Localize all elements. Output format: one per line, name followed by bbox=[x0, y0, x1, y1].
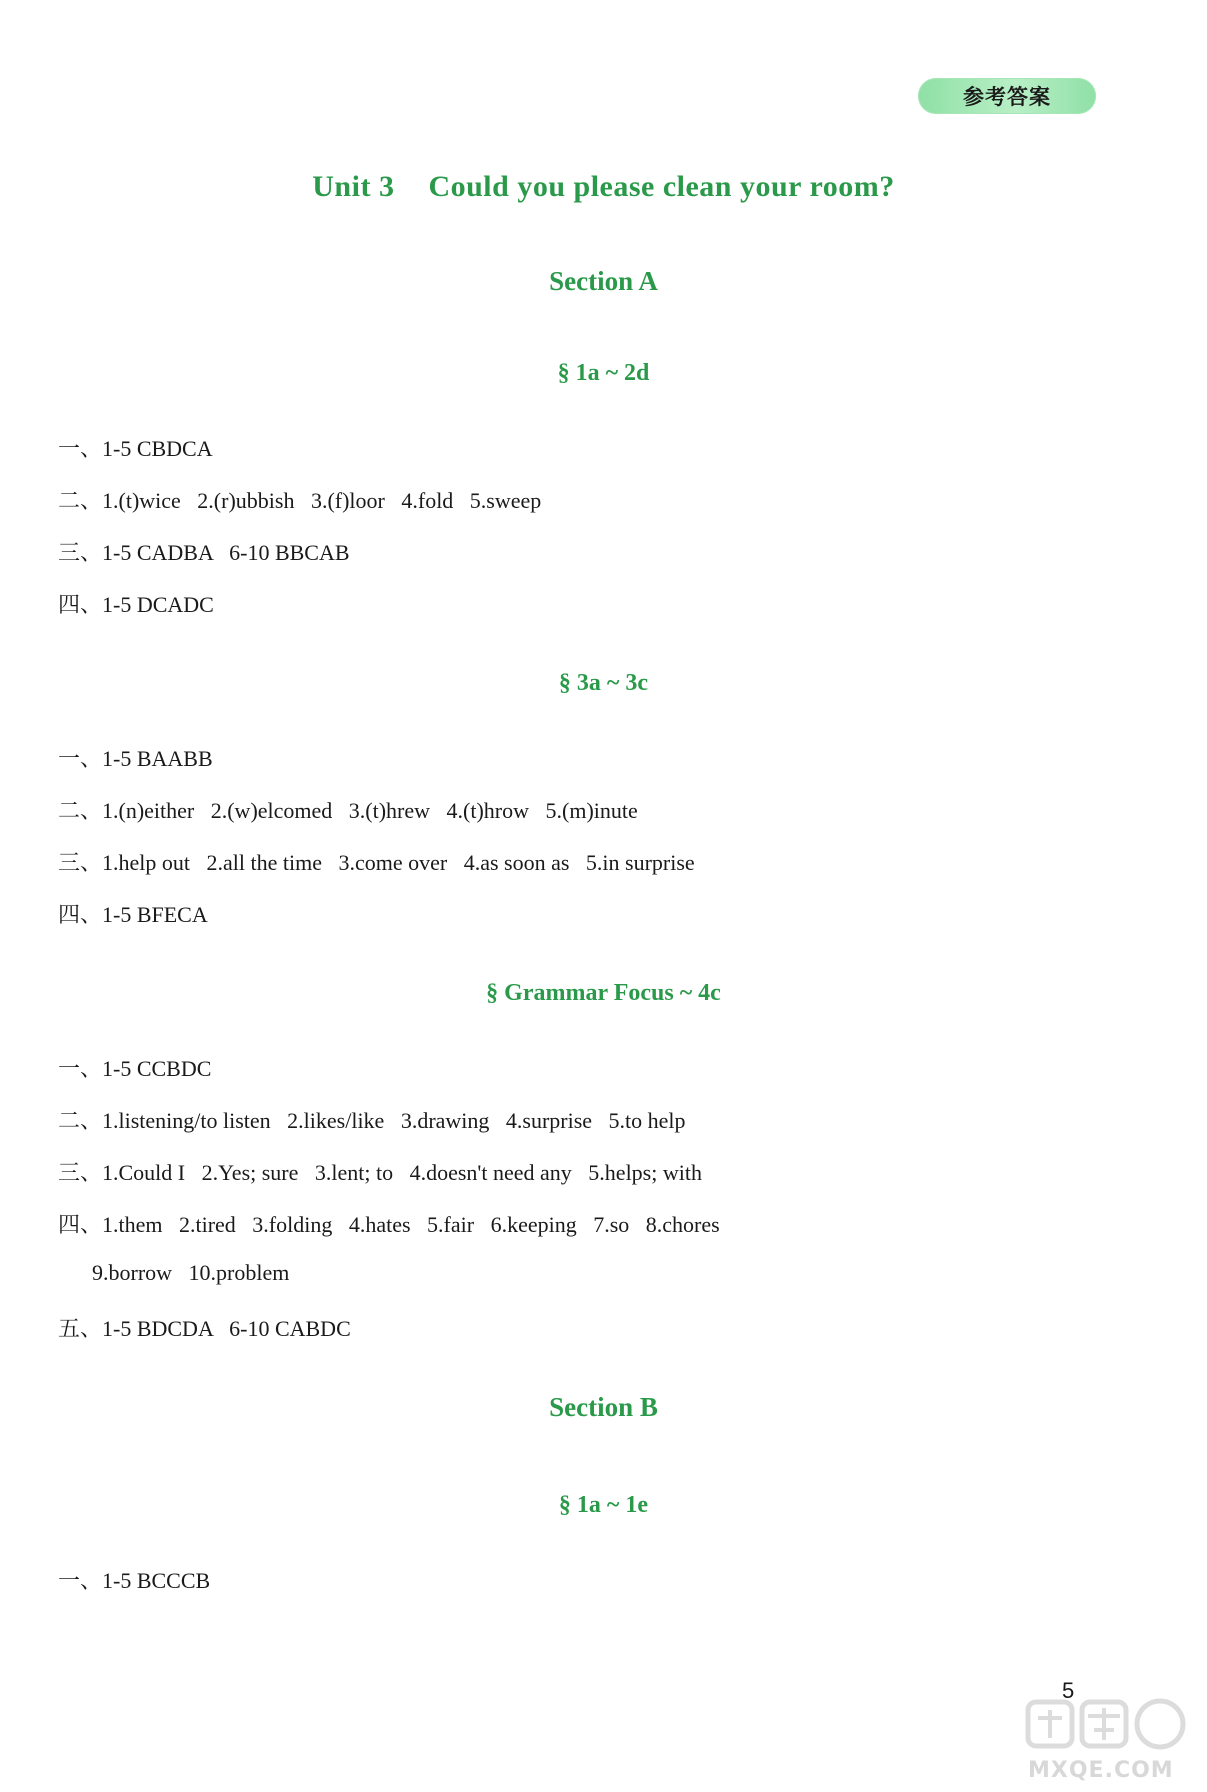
subsection-1a-1e: § 1a ~ 1e bbox=[558, 1492, 649, 1518]
subsection-3a-3c: § 3a ~ 3c bbox=[558, 670, 649, 696]
section-a-title: Section A bbox=[549, 266, 658, 296]
answer-key-badge: 参考答案 bbox=[918, 78, 1096, 114]
answer-line: 一、1-5 BAABB bbox=[58, 746, 213, 771]
answer-line: 四、1.them 2.tired 3.folding 4.hates 5.fair 6.keeping 7.so 8.chores bbox=[58, 1212, 720, 1237]
answer-line: 一、1-5 BCCCB bbox=[58, 1568, 211, 1593]
answer-line: 一、1-5 CBDCA bbox=[58, 436, 213, 461]
answer-line: 五、1-5 BDCDA 6-10 CABDC bbox=[58, 1316, 351, 1341]
unit-title bbox=[0, 170, 1207, 204]
subsection-1a-2d: § 1a ~ 2d bbox=[557, 360, 650, 386]
subsection-grammar-focus-4c: § Grammar Focus ~ 4c bbox=[486, 980, 721, 1006]
page-number: 5 bbox=[1062, 1678, 1075, 1703]
unit-name: Could you please clean your room? bbox=[428, 170, 895, 203]
answer-line: 三、1-5 CADBA 6-10 BBCAB bbox=[58, 540, 350, 565]
answer-line: 一、1-5 CCBDC bbox=[58, 1056, 212, 1081]
answer-line: 二、1.(n)either 2.(w)elcomed 3.(t)hrew 4.(t)hrow 5.(m)inute bbox=[58, 798, 638, 823]
section-b-title: Section B bbox=[549, 1392, 658, 1422]
answer-line: 三、1.Could I 2.Yes; sure 3.lent; to 4.doesn't need any 5.helps; with bbox=[58, 1160, 702, 1185]
answer-line: 二、1.(t)wice 2.(r)ubbish 3.(f)loor 4.fold 5.sweep bbox=[58, 488, 542, 513]
answer-line: 四、1-5 BFECA bbox=[58, 902, 208, 927]
answer-line: 四、1-5 DCADC bbox=[58, 592, 214, 617]
answer-line-continuation: 9.borrow 10.problem bbox=[92, 1260, 290, 1285]
unit-number: Unit 3 bbox=[312, 170, 395, 203]
watermark-text: MXQE.COM bbox=[1028, 1758, 1174, 1783]
answer-line: 二、1.listening/to listen 2.likes/like 3.drawing 4.surprise 5.to help bbox=[58, 1108, 686, 1133]
answer-line: 三、1.help out 2.all the time 3.come over 4.as soon as 5.in surprise bbox=[58, 850, 695, 875]
